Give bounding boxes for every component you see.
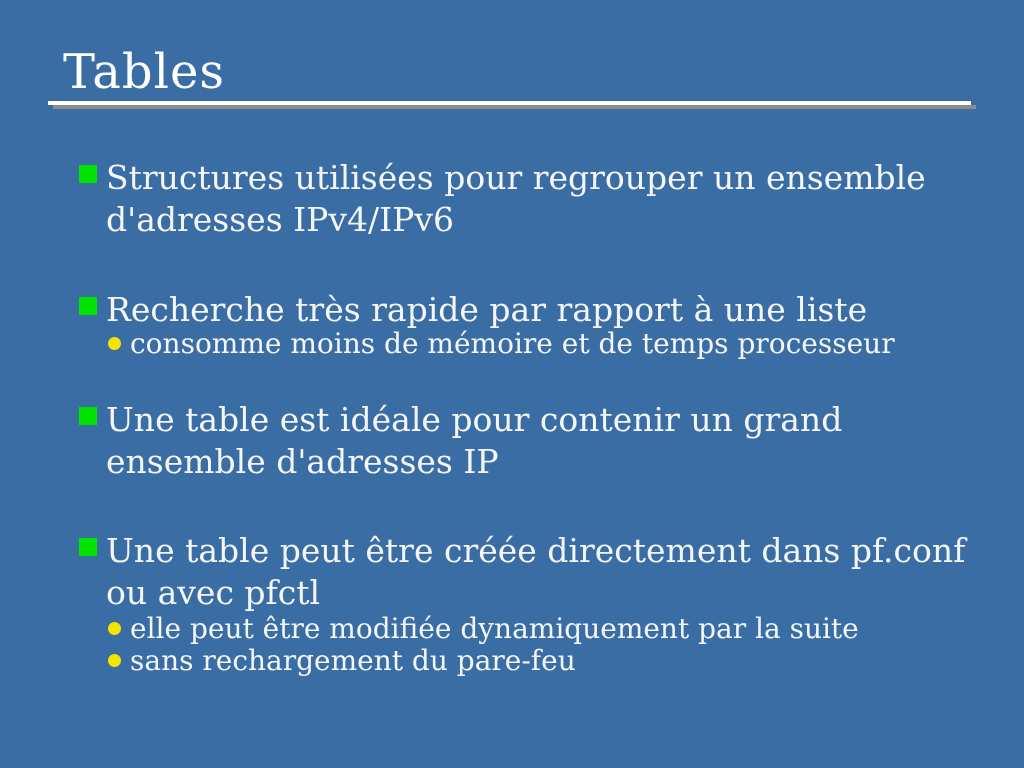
bullet-line: Recherche très rapide par rapport à une liste — [106, 290, 868, 329]
sub-bullet-line: elle peut être modifiée dynamiquement par la suite — [130, 612, 859, 645]
slide-title: Tables — [63, 44, 226, 100]
title-underline-shadow — [53, 105, 976, 109]
title-underline — [48, 101, 971, 105]
bullet-item-structures — [0, 157, 1000, 241]
bullet-square-icon — [79, 297, 97, 315]
sub-bullet-item-consomme — [0, 327, 1000, 360]
bullet-dot-icon — [108, 622, 121, 635]
bullet-item-table-ideale — [0, 399, 1000, 483]
sub-bullet-line: consomme moins de mémoire et de temps processeur — [130, 327, 895, 360]
bullet-line: ou avec pfctl — [106, 573, 321, 612]
bullet-line: Une table est idéale pour contenir un grand — [106, 400, 843, 439]
bullet-line: Structures utilisées pour regrouper un ensemble — [106, 158, 926, 197]
sub-bullet-line: sans rechargement du pare-feu — [130, 644, 576, 677]
bullet-square-icon — [79, 165, 97, 183]
bullet-line: d'adresses IPv4/IPv6 — [106, 200, 454, 239]
bullet-item-recherche — [0, 289, 1000, 331]
bullet-square-icon — [79, 407, 97, 425]
bullet-line: ensemble d'adresses IP — [106, 442, 499, 481]
bullet-item-table-creee — [0, 530, 1000, 614]
bullet-square-icon — [79, 538, 97, 556]
bullet-dot-icon — [108, 654, 121, 667]
sub-bullet-item-modifiee — [0, 612, 1000, 645]
bullet-line: Une table peut être créée directement dans pf.conf — [106, 531, 966, 570]
bullet-dot-icon — [108, 337, 121, 350]
sub-bullet-item-rechargement — [0, 644, 1000, 677]
